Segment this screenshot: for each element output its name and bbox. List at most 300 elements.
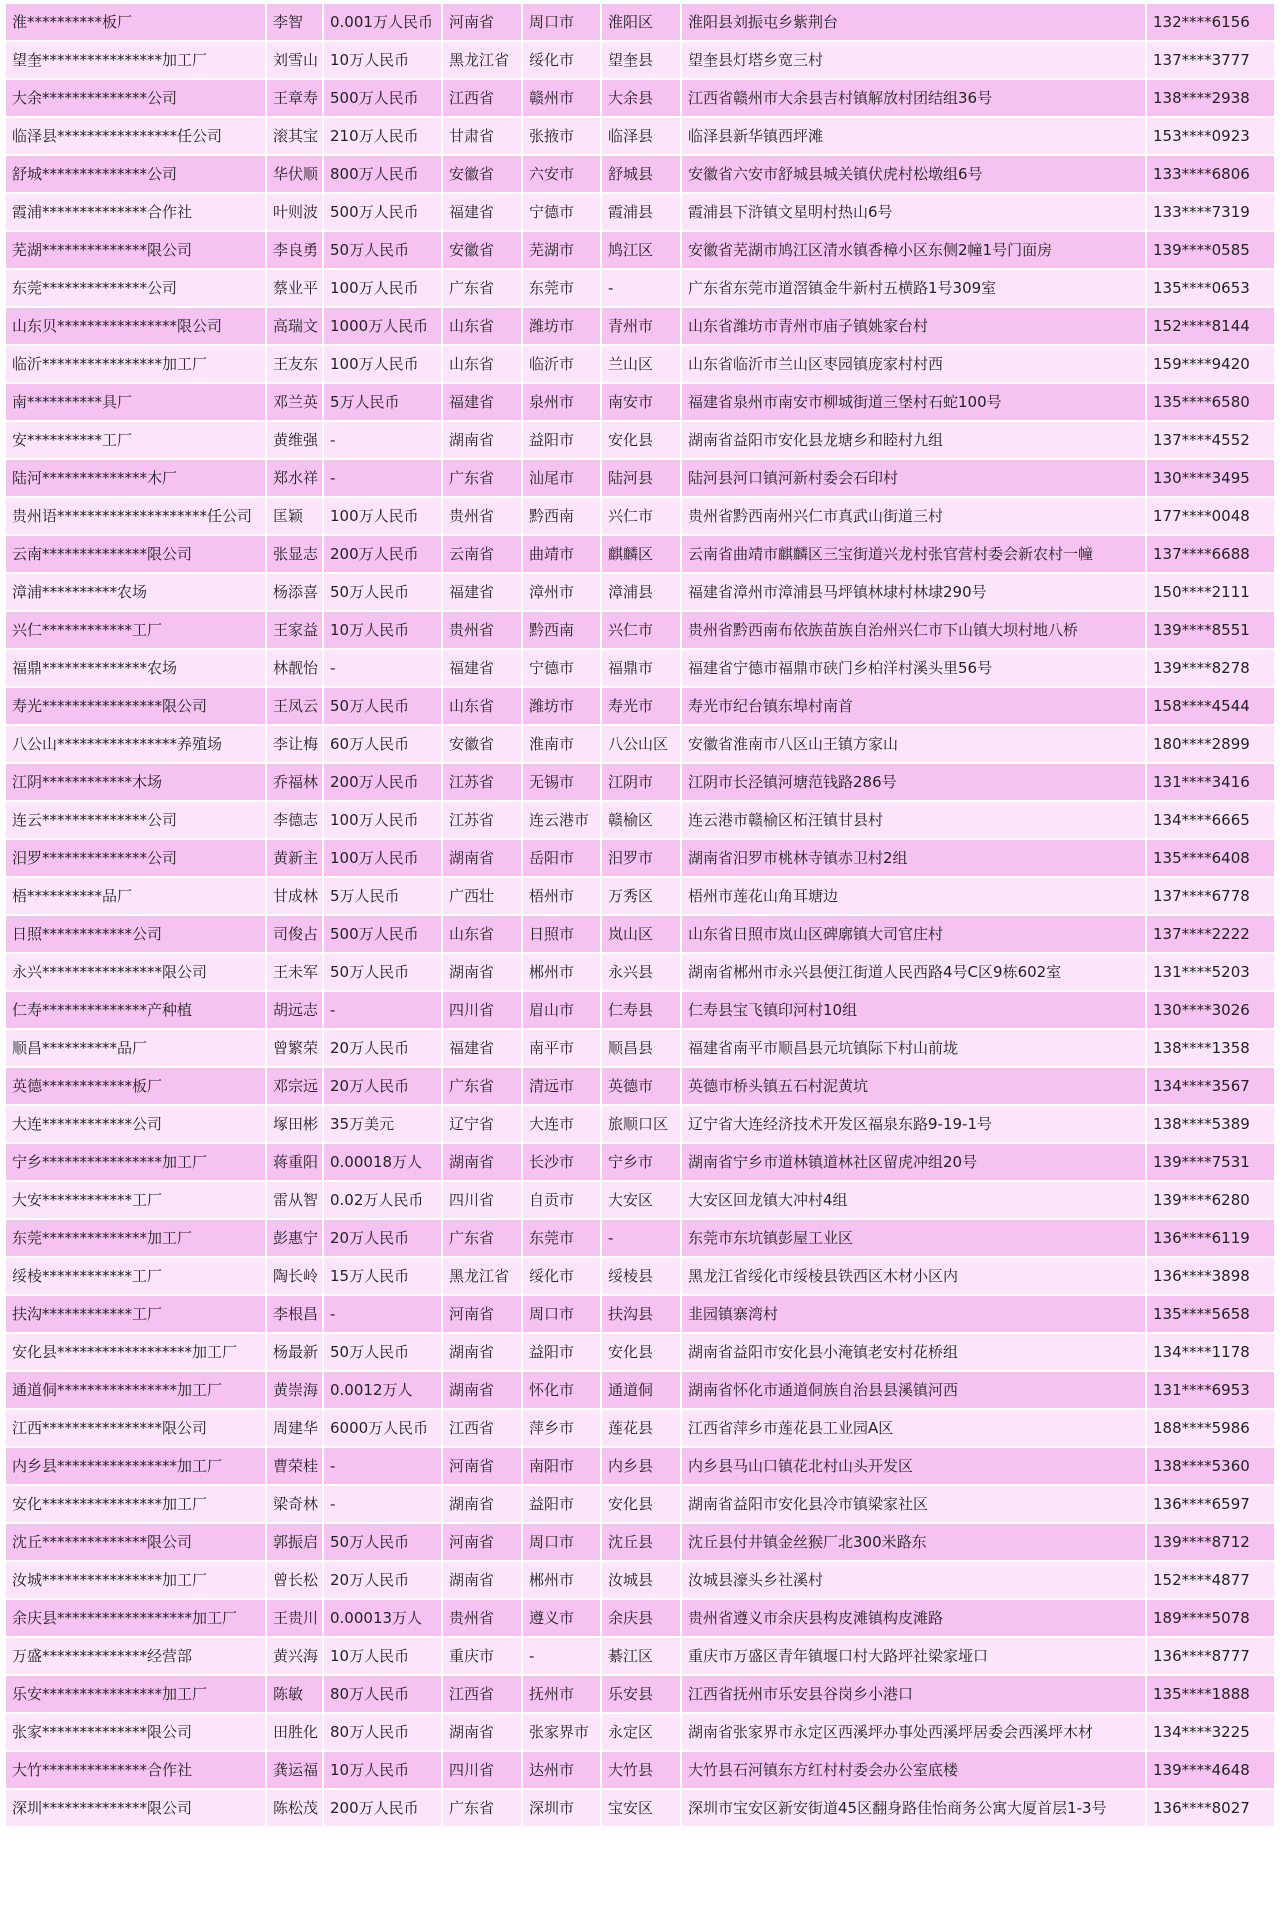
province-cell: 河南省 bbox=[443, 1448, 521, 1484]
registered-capital-cell: 80万人民币 bbox=[324, 1714, 441, 1750]
registered-capital-cell: 500万人民币 bbox=[324, 80, 441, 116]
table-row bbox=[6, 1752, 1274, 1788]
district-cell: 兴仁市 bbox=[602, 498, 680, 534]
registered-capital-cell: 10万人民币 bbox=[324, 1752, 441, 1788]
district-cell: 安化县 bbox=[602, 1486, 680, 1522]
table-row bbox=[6, 1714, 1274, 1750]
company-name-cell: 东莞**************加工厂 bbox=[6, 1220, 265, 1256]
address-cell: 安徽省六安市舒城县城关镇伏虎村松墩组6号 bbox=[682, 156, 1145, 192]
district-cell: 大竹县 bbox=[602, 1752, 680, 1788]
district-cell: 麒麟区 bbox=[602, 536, 680, 572]
province-cell: 江苏省 bbox=[443, 802, 521, 838]
company-name-cell: 沈丘**************限公司 bbox=[6, 1524, 265, 1560]
city-cell: 日照市 bbox=[523, 916, 600, 952]
legal-person-cell: 蔡业平 bbox=[267, 270, 322, 306]
address-cell: 淮阳县刘振屯乡紫荆台 bbox=[682, 4, 1145, 40]
table-row bbox=[6, 1562, 1274, 1598]
city-cell: 清远市 bbox=[523, 1068, 600, 1104]
table-row bbox=[6, 1144, 1274, 1180]
table-row bbox=[6, 498, 1274, 534]
company-name-cell: 英德************板厂 bbox=[6, 1068, 265, 1104]
legal-person-cell: 曾繁荣 bbox=[267, 1030, 322, 1066]
district-cell: 福鼎市 bbox=[602, 650, 680, 686]
legal-person-cell: 王章寿 bbox=[267, 80, 322, 116]
city-cell: 眉山市 bbox=[523, 992, 600, 1028]
city-cell: 张家界市 bbox=[523, 1714, 600, 1750]
legal-person-cell: 曾长松 bbox=[267, 1562, 322, 1598]
city-cell: 宁德市 bbox=[523, 194, 600, 230]
registered-capital-cell: 20万人民币 bbox=[324, 1068, 441, 1104]
district-cell: 扶沟县 bbox=[602, 1296, 680, 1332]
district-cell: 莲花县 bbox=[602, 1410, 680, 1446]
company-name-cell: 大余**************公司 bbox=[6, 80, 265, 116]
company-name-cell: 永兴****************限公司 bbox=[6, 954, 265, 990]
legal-person-cell: 林靓怡 bbox=[267, 650, 322, 686]
address-cell: 大竹县石河镇东方红村村委会办公室底楼 bbox=[682, 1752, 1145, 1788]
province-cell: 山东省 bbox=[443, 346, 521, 382]
company-name-cell: 江阴************木场 bbox=[6, 764, 265, 800]
phone-cell: 152****8144 bbox=[1147, 308, 1274, 344]
legal-person-cell: 黄崇海 bbox=[267, 1372, 322, 1408]
phone-cell: 136****3898 bbox=[1147, 1258, 1274, 1294]
table-row bbox=[6, 1258, 1274, 1294]
province-cell: 河南省 bbox=[443, 1524, 521, 1560]
registered-capital-cell: 200万人民币 bbox=[324, 764, 441, 800]
district-cell: 南安市 bbox=[602, 384, 680, 420]
province-cell: 湖南省 bbox=[443, 422, 521, 458]
registered-capital-cell: 0.00018万人 bbox=[324, 1144, 441, 1180]
district-cell: 汝城县 bbox=[602, 1562, 680, 1598]
district-cell: 大安区 bbox=[602, 1182, 680, 1218]
company-name-cell: 临沂****************加工厂 bbox=[6, 346, 265, 382]
city-cell: 潍坊市 bbox=[523, 688, 600, 724]
registered-capital-cell: 0.001万人民币 bbox=[324, 4, 441, 40]
legal-person-cell: 甘成林 bbox=[267, 878, 322, 914]
address-cell: 深圳市宝安区新安街道45区翻身路佳怡商务公寓大厦首层1-3号 bbox=[682, 1790, 1145, 1826]
company-table bbox=[4, 2, 1276, 1828]
city-cell: 汕尾市 bbox=[523, 460, 600, 496]
district-cell: 永兴县 bbox=[602, 954, 680, 990]
company-name-cell: 兴仁************工厂 bbox=[6, 612, 265, 648]
city-cell: 自贡市 bbox=[523, 1182, 600, 1218]
province-cell: 山东省 bbox=[443, 916, 521, 952]
province-cell: 湖南省 bbox=[443, 1372, 521, 1408]
city-cell: 南阳市 bbox=[523, 1448, 600, 1484]
legal-person-cell: 王凤云 bbox=[267, 688, 322, 724]
province-cell: 云南省 bbox=[443, 536, 521, 572]
phone-cell: 136****8777 bbox=[1147, 1638, 1274, 1674]
city-cell: 赣州市 bbox=[523, 80, 600, 116]
city-cell: 周口市 bbox=[523, 1524, 600, 1560]
legal-person-cell: 蒋重阳 bbox=[267, 1144, 322, 1180]
phone-cell: 139****0585 bbox=[1147, 232, 1274, 268]
district-cell: 旅顺口区 bbox=[602, 1106, 680, 1142]
address-cell: 重庆市万盛区青年镇堰口村大路坪社梁家垭口 bbox=[682, 1638, 1145, 1674]
company-name-cell: 望奎****************加工厂 bbox=[6, 42, 265, 78]
address-cell: 福建省南平市顺昌县元坑镇际下村山前垅 bbox=[682, 1030, 1145, 1066]
phone-cell: 131****6953 bbox=[1147, 1372, 1274, 1408]
district-cell: 英德市 bbox=[602, 1068, 680, 1104]
district-cell: 青州市 bbox=[602, 308, 680, 344]
city-cell: 长沙市 bbox=[523, 1144, 600, 1180]
city-cell: 遵义市 bbox=[523, 1600, 600, 1636]
legal-person-cell: 滚其宝 bbox=[267, 118, 322, 154]
city-cell: 深圳市 bbox=[523, 1790, 600, 1826]
table-row bbox=[6, 802, 1274, 838]
address-cell: 寿光市纪台镇东埠村南首 bbox=[682, 688, 1145, 724]
registered-capital-cell: 800万人民币 bbox=[324, 156, 441, 192]
phone-cell: 137****2222 bbox=[1147, 916, 1274, 952]
phone-cell: 137****6778 bbox=[1147, 878, 1274, 914]
legal-person-cell: 匡颖 bbox=[267, 498, 322, 534]
address-cell: 贵州省黔西南州兴仁市真武山街道三村 bbox=[682, 498, 1145, 534]
company-name-cell: 扶沟************工厂 bbox=[6, 1296, 265, 1332]
registered-capital-cell: - bbox=[324, 1486, 441, 1522]
district-cell: 兰山区 bbox=[602, 346, 680, 382]
company-name-cell: 大连************公司 bbox=[6, 1106, 265, 1142]
phone-cell: 188****5986 bbox=[1147, 1410, 1274, 1446]
legal-person-cell: 高瑞文 bbox=[267, 308, 322, 344]
legal-person-cell: 张显志 bbox=[267, 536, 322, 572]
legal-person-cell: 塚田彬 bbox=[267, 1106, 322, 1142]
address-cell: 湖南省益阳市安化县小淹镇老安村花桥组 bbox=[682, 1334, 1145, 1370]
address-cell: 湖南省益阳市安化县冷市镇梁家社区 bbox=[682, 1486, 1145, 1522]
phone-cell: 135****0653 bbox=[1147, 270, 1274, 306]
district-cell: 舒城县 bbox=[602, 156, 680, 192]
table-row bbox=[6, 1106, 1274, 1142]
table-row bbox=[6, 764, 1274, 800]
company-name-cell: 临泽县****************任公司 bbox=[6, 118, 265, 154]
phone-cell: 153****0923 bbox=[1147, 118, 1274, 154]
company-name-cell: 安化县******************加工厂 bbox=[6, 1334, 265, 1370]
table-row bbox=[6, 574, 1274, 610]
province-cell: 江西省 bbox=[443, 1676, 521, 1712]
company-name-cell: 梧**********品厂 bbox=[6, 878, 265, 914]
address-cell: 韭园镇寨湾村 bbox=[682, 1296, 1145, 1332]
table-row bbox=[6, 1448, 1274, 1484]
province-cell: 贵州省 bbox=[443, 612, 521, 648]
city-cell: 益阳市 bbox=[523, 1334, 600, 1370]
company-name-cell: 江西****************限公司 bbox=[6, 1410, 265, 1446]
phone-cell: 135****5658 bbox=[1147, 1296, 1274, 1332]
registered-capital-cell: 100万人民币 bbox=[324, 498, 441, 534]
legal-person-cell: 王友东 bbox=[267, 346, 322, 382]
province-cell: 四川省 bbox=[443, 992, 521, 1028]
address-cell: 梧州市莲花山角耳塘边 bbox=[682, 878, 1145, 914]
phone-cell: 136****6119 bbox=[1147, 1220, 1274, 1256]
district-cell: 寿光市 bbox=[602, 688, 680, 724]
province-cell: 安徽省 bbox=[443, 726, 521, 762]
city-cell: 益阳市 bbox=[523, 1486, 600, 1522]
province-cell: 广东省 bbox=[443, 1068, 521, 1104]
registered-capital-cell: - bbox=[324, 650, 441, 686]
company-name-cell: 东莞**************公司 bbox=[6, 270, 265, 306]
province-cell: 贵州省 bbox=[443, 498, 521, 534]
registered-capital-cell: 100万人民币 bbox=[324, 346, 441, 382]
district-cell: 临泽县 bbox=[602, 118, 680, 154]
address-cell: 临泽县新华镇西坪滩 bbox=[682, 118, 1145, 154]
legal-person-cell: 邓兰英 bbox=[267, 384, 322, 420]
address-cell: 江阴市长泾镇河塘范钱路286号 bbox=[682, 764, 1145, 800]
phone-cell: 158****4544 bbox=[1147, 688, 1274, 724]
province-cell: 广西壮 bbox=[443, 878, 521, 914]
province-cell: 福建省 bbox=[443, 384, 521, 420]
registered-capital-cell: 20万人民币 bbox=[324, 1562, 441, 1598]
table-row bbox=[6, 992, 1274, 1028]
district-cell: 安化县 bbox=[602, 1334, 680, 1370]
table-row bbox=[6, 384, 1274, 420]
registered-capital-cell: 50万人民币 bbox=[324, 232, 441, 268]
company-name-cell: 万盛**************经营部 bbox=[6, 1638, 265, 1674]
province-cell: 湖南省 bbox=[443, 840, 521, 876]
company-name-cell: 漳浦**********农场 bbox=[6, 574, 265, 610]
company-name-cell: 陆河**************木厂 bbox=[6, 460, 265, 496]
phone-cell: 131****3416 bbox=[1147, 764, 1274, 800]
table-row bbox=[6, 232, 1274, 268]
city-cell: 绥化市 bbox=[523, 1258, 600, 1294]
table-row bbox=[6, 878, 1274, 914]
phone-cell: 136****8027 bbox=[1147, 1790, 1274, 1826]
province-cell: 江西省 bbox=[443, 1410, 521, 1446]
legal-person-cell: 王家益 bbox=[267, 612, 322, 648]
legal-person-cell: 曹荣桂 bbox=[267, 1448, 322, 1484]
phone-cell: 134****3567 bbox=[1147, 1068, 1274, 1104]
province-cell: 湖南省 bbox=[443, 954, 521, 990]
legal-person-cell: 司俊占 bbox=[267, 916, 322, 952]
city-cell: 绥化市 bbox=[523, 42, 600, 78]
city-cell: 怀化市 bbox=[523, 1372, 600, 1408]
company-name-cell: 安化****************加工厂 bbox=[6, 1486, 265, 1522]
phone-cell: 130****3495 bbox=[1147, 460, 1274, 496]
phone-cell: 133****7319 bbox=[1147, 194, 1274, 230]
company-name-cell: 绥棱************工厂 bbox=[6, 1258, 265, 1294]
company-name-cell: 顺昌**********品厂 bbox=[6, 1030, 265, 1066]
table-row bbox=[6, 1486, 1274, 1522]
province-cell: 重庆市 bbox=[443, 1638, 521, 1674]
address-cell: 江西省萍乡市莲花县工业园A区 bbox=[682, 1410, 1145, 1446]
address-cell: 内乡县马山口镇花北村山头开发区 bbox=[682, 1448, 1145, 1484]
address-cell: 山东省日照市岚山区碑廓镇大司官庄村 bbox=[682, 916, 1145, 952]
registered-capital-cell: 0.02万人民币 bbox=[324, 1182, 441, 1218]
registered-capital-cell: 6000万人民币 bbox=[324, 1410, 441, 1446]
company-name-cell: 舒城**************公司 bbox=[6, 156, 265, 192]
table-row bbox=[6, 422, 1274, 458]
address-cell: 湖南省怀化市通道侗族自治县县溪镇河西 bbox=[682, 1372, 1145, 1408]
company-name-cell: 大竹**************合作社 bbox=[6, 1752, 265, 1788]
legal-person-cell: 华伏顺 bbox=[267, 156, 322, 192]
table-row bbox=[6, 1296, 1274, 1332]
table-row bbox=[6, 1334, 1274, 1370]
district-cell: 鸠江区 bbox=[602, 232, 680, 268]
province-cell: 广东省 bbox=[443, 1790, 521, 1826]
table-row bbox=[6, 1182, 1274, 1218]
table-row bbox=[6, 726, 1274, 762]
legal-person-cell: 杨添喜 bbox=[267, 574, 322, 610]
city-cell: 宁德市 bbox=[523, 650, 600, 686]
table-row bbox=[6, 1638, 1274, 1674]
company-name-cell: 内乡县****************加工厂 bbox=[6, 1448, 265, 1484]
table-row bbox=[6, 1600, 1274, 1636]
district-cell: 霞浦县 bbox=[602, 194, 680, 230]
district-cell: 余庆县 bbox=[602, 1600, 680, 1636]
table-row bbox=[6, 612, 1274, 648]
province-cell: 湖南省 bbox=[443, 1562, 521, 1598]
phone-cell: 138****5360 bbox=[1147, 1448, 1274, 1484]
registered-capital-cell: 15万人民币 bbox=[324, 1258, 441, 1294]
registered-capital-cell: 10万人民币 bbox=[324, 612, 441, 648]
district-cell: 赣榆区 bbox=[602, 802, 680, 838]
address-cell: 江西省抚州市乐安县谷岗乡小港口 bbox=[682, 1676, 1145, 1712]
province-cell: 四川省 bbox=[443, 1752, 521, 1788]
city-cell: 张掖市 bbox=[523, 118, 600, 154]
company-name-cell: 日照************公司 bbox=[6, 916, 265, 952]
phone-cell: 139****8278 bbox=[1147, 650, 1274, 686]
address-cell: 云南省曲靖市麒麟区三宝街道兴龙村张官营村委会新农村一幢 bbox=[682, 536, 1145, 572]
company-name-cell: 安**********工厂 bbox=[6, 422, 265, 458]
table-row bbox=[6, 270, 1274, 306]
address-cell: 汝城县濠头乡社溪村 bbox=[682, 1562, 1145, 1598]
district-cell: 大余县 bbox=[602, 80, 680, 116]
city-cell: 潍坊市 bbox=[523, 308, 600, 344]
district-cell: 沈丘县 bbox=[602, 1524, 680, 1560]
province-cell: 福建省 bbox=[443, 650, 521, 686]
legal-person-cell: 雷从智 bbox=[267, 1182, 322, 1218]
phone-cell: 150****2111 bbox=[1147, 574, 1274, 610]
province-cell: 广东省 bbox=[443, 460, 521, 496]
registered-capital-cell: 50万人民币 bbox=[324, 954, 441, 990]
table-row bbox=[6, 1790, 1274, 1826]
address-cell: 黑龙江省绥化市绥棱县铁西区木材小区内 bbox=[682, 1258, 1145, 1294]
phone-cell: 138****2938 bbox=[1147, 80, 1274, 116]
province-cell: 福建省 bbox=[443, 1030, 521, 1066]
address-cell: 湖南省益阳市安化县龙塘乡和睦村九组 bbox=[682, 422, 1145, 458]
city-cell: 临沂市 bbox=[523, 346, 600, 382]
company-name-cell: 汨罗**************公司 bbox=[6, 840, 265, 876]
phone-cell: 139****8551 bbox=[1147, 612, 1274, 648]
company-name-cell: 淮**********板厂 bbox=[6, 4, 265, 40]
address-cell: 江西省赣州市大余县吉村镇解放村团结组36号 bbox=[682, 80, 1145, 116]
company-name-cell: 仁寿**************产种植 bbox=[6, 992, 265, 1028]
city-cell: 南平市 bbox=[523, 1030, 600, 1066]
legal-person-cell: 叶则波 bbox=[267, 194, 322, 230]
registered-capital-cell: 500万人民币 bbox=[324, 916, 441, 952]
city-cell: - bbox=[523, 1638, 600, 1674]
table-row bbox=[6, 840, 1274, 876]
province-cell: 河南省 bbox=[443, 4, 521, 40]
registered-capital-cell: 500万人民币 bbox=[324, 194, 441, 230]
city-cell: 曲靖市 bbox=[523, 536, 600, 572]
table-row bbox=[6, 460, 1274, 496]
table-row bbox=[6, 1676, 1274, 1712]
table-row bbox=[6, 4, 1274, 40]
company-name-cell: 深圳**************限公司 bbox=[6, 1790, 265, 1826]
registered-capital-cell: 50万人民币 bbox=[324, 688, 441, 724]
city-cell: 达州市 bbox=[523, 1752, 600, 1788]
province-cell: 黑龙江省 bbox=[443, 42, 521, 78]
registered-capital-cell: - bbox=[324, 1296, 441, 1332]
city-cell: 东莞市 bbox=[523, 270, 600, 306]
legal-person-cell: 梁奇林 bbox=[267, 1486, 322, 1522]
address-cell: 陆河县河口镇河新村委会石印村 bbox=[682, 460, 1145, 496]
district-cell: 岚山区 bbox=[602, 916, 680, 952]
address-cell: 仁寿县宝飞镇印河村10组 bbox=[682, 992, 1145, 1028]
address-cell: 湖南省汨罗市桃林寺镇赤卫村2组 bbox=[682, 840, 1145, 876]
phone-cell: 138****1358 bbox=[1147, 1030, 1274, 1066]
company-name-cell: 张家**************限公司 bbox=[6, 1714, 265, 1750]
province-cell: 甘肃省 bbox=[443, 118, 521, 154]
district-cell: 漳浦县 bbox=[602, 574, 680, 610]
registered-capital-cell: 210万人民币 bbox=[324, 118, 441, 154]
city-cell: 六安市 bbox=[523, 156, 600, 192]
registered-capital-cell: 5万人民币 bbox=[324, 878, 441, 914]
phone-cell: 133****6806 bbox=[1147, 156, 1274, 192]
city-cell: 大连市 bbox=[523, 1106, 600, 1142]
company-name-cell: 贵州语********************任公司 bbox=[6, 498, 265, 534]
company-name-cell: 霞浦**************合作社 bbox=[6, 194, 265, 230]
address-cell: 望奎县灯塔乡宽三村 bbox=[682, 42, 1145, 78]
phone-cell: 135****6408 bbox=[1147, 840, 1274, 876]
province-cell: 贵州省 bbox=[443, 1600, 521, 1636]
province-cell: 山东省 bbox=[443, 688, 521, 724]
phone-cell: 134****6665 bbox=[1147, 802, 1274, 838]
city-cell: 黔西南 bbox=[523, 498, 600, 534]
registered-capital-cell: - bbox=[324, 1448, 441, 1484]
phone-cell: 152****4877 bbox=[1147, 1562, 1274, 1598]
city-cell: 抚州市 bbox=[523, 1676, 600, 1712]
address-cell: 广东省东莞市道滘镇金牛新村五横路1号309室 bbox=[682, 270, 1145, 306]
company-name-cell: 南**********具厂 bbox=[6, 384, 265, 420]
table-row bbox=[6, 346, 1274, 382]
district-cell: - bbox=[602, 270, 680, 306]
address-cell: 安徽省淮南市八区山王镇方家山 bbox=[682, 726, 1145, 762]
legal-person-cell: 乔福林 bbox=[267, 764, 322, 800]
legal-person-cell: 李让梅 bbox=[267, 726, 322, 762]
legal-person-cell: 周建华 bbox=[267, 1410, 322, 1446]
company-name-cell: 连云**************公司 bbox=[6, 802, 265, 838]
phone-cell: 130****3026 bbox=[1147, 992, 1274, 1028]
district-cell: 宝安区 bbox=[602, 1790, 680, 1826]
district-cell: 淮阳区 bbox=[602, 4, 680, 40]
registered-capital-cell: 100万人民币 bbox=[324, 270, 441, 306]
city-cell: 连云港市 bbox=[523, 802, 600, 838]
company-name-cell: 八公山****************养殖场 bbox=[6, 726, 265, 762]
table-row bbox=[6, 536, 1274, 572]
province-cell: 湖南省 bbox=[443, 1144, 521, 1180]
province-cell: 黑龙江省 bbox=[443, 1258, 521, 1294]
address-cell: 湖南省宁乡市道林镇道林社区留虎冲组20号 bbox=[682, 1144, 1145, 1180]
legal-person-cell: 邓宗远 bbox=[267, 1068, 322, 1104]
table-row bbox=[6, 156, 1274, 192]
registered-capital-cell: 10万人民币 bbox=[324, 42, 441, 78]
phone-cell: 139****7531 bbox=[1147, 1144, 1274, 1180]
address-cell: 湖南省张家界市永定区西溪坪办事处西溪坪居委会西溪坪木材 bbox=[682, 1714, 1145, 1750]
address-cell: 大安区回龙镇大冲村4组 bbox=[682, 1182, 1145, 1218]
phone-cell: 139****6280 bbox=[1147, 1182, 1274, 1218]
address-cell: 福建省宁德市福鼎市硖门乡柏洋村溪头里56号 bbox=[682, 650, 1145, 686]
province-cell: 安徽省 bbox=[443, 156, 521, 192]
address-cell: 连云港市赣榆区柘汪镇甘县村 bbox=[682, 802, 1145, 838]
city-cell: 萍乡市 bbox=[523, 1410, 600, 1446]
table-row bbox=[6, 1524, 1274, 1560]
phone-cell: 135****1888 bbox=[1147, 1676, 1274, 1712]
district-cell: 绥棱县 bbox=[602, 1258, 680, 1294]
city-cell: 岳阳市 bbox=[523, 840, 600, 876]
registered-capital-cell: 200万人民币 bbox=[324, 536, 441, 572]
district-cell: 内乡县 bbox=[602, 1448, 680, 1484]
address-cell: 贵州省遵义市余庆县构皮滩镇构皮滩路 bbox=[682, 1600, 1145, 1636]
district-cell: 乐安县 bbox=[602, 1676, 680, 1712]
table-row bbox=[6, 308, 1274, 344]
